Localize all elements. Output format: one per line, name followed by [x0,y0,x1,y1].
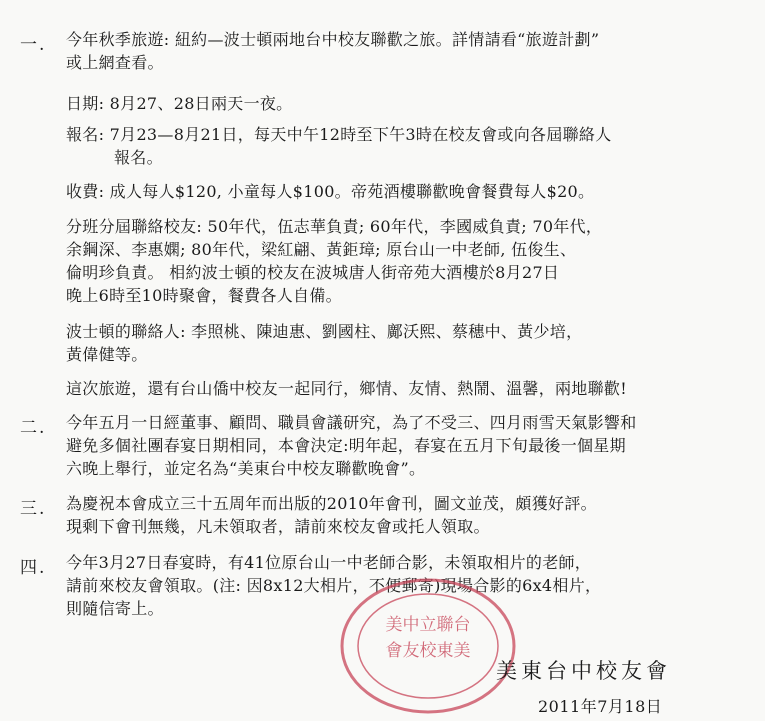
item-number-2: 二. [20,418,47,438]
section-4-text [66,551,601,620]
section-2-line-1: 今年五月一日經董事、顧問、職員會議研究，為了不受三、四月雨雪天氣影響和 [66,413,637,432]
section-3-line-1: 為慶祝本會成立三十五周年而出版的2010年會刊，圖文並茂，頗獲好評。 [66,494,597,513]
fee-text [66,180,594,203]
section-2-line-3: 六晚上舉行，並定名為“美東台中校友聯歡晚會”。 [66,459,426,478]
contacts-line-1: 分班分屆聯絡校友: 50年代，伍志華負責; 60年代，李國威負責; 70年代， [66,217,603,236]
item-number-4: 四. [20,558,47,578]
item-number-3: 三. [20,499,47,519]
section-1-text [66,28,599,74]
section-1-line-2: 或上網查看。 [66,53,164,72]
letter-date: 2011年7月18日 [538,697,663,716]
seal-text-2: 會友校東美 [385,641,471,661]
section-4-line-2: 請前來校友會領取。(注: 因8x12大相片，不便郵寄)現場合影的6x4相片， [66,576,602,595]
section-3-text [66,492,597,538]
boston-contacts-text [66,320,582,366]
section-4-line-3: 則隨信寄上。 [66,599,164,618]
signup-line-2: 報名。 [114,148,163,167]
contacts-text [66,215,602,307]
boston-line-1: 波士頓的聯絡人: 李照桃、陳迪惠、劉國柱、鄺沃熙、蔡穗中、黃少培， [66,322,583,341]
section-4-line-1: 今年3月27日春宴時，有41位原台山一中老師合影，未領取相片的老師， [66,553,592,572]
signup-text [66,123,612,169]
signup-line-1: 報名: 7月23—8月21日，每天中午12時至下午3時在校友會或向各屆聯絡人 [66,125,612,144]
fee-line: 收費: 成人每人$120, 小童每人$100。帝苑酒樓聯歡晚會餐費每人$20。 [66,182,595,201]
contacts-line-4: 晚上6時至10時聚會，餐費各人自備。 [66,286,342,305]
section-2-text [66,411,637,480]
contacts-line-3: 倫明珍負責。 相約波士頓的校友在波城唐人街帝苑大酒樓於8月27日 [66,263,560,282]
signature-organization: 美東台中校友會 [496,659,671,683]
section-3-line-2: 現剩下會刊無幾，凡未領取者，請前來校友會或托人領取。 [66,517,490,536]
trip-note-line: 這次旅遊，還有台山僑中校友一起同行，鄉情、友情、熱鬧、溫馨，兩地聯歡! [66,379,627,398]
item-number-1: 一. [20,35,47,55]
seal-text-1: 美中立聯台 [385,615,471,635]
contacts-line-2: 余鋼深、李惠嫻; 80年代，梁紅翩、黃鉅璋; 原台山一中老師, 伍俊生、 [66,240,577,259]
section-2-line-2: 避免多個社團春宴日期相同，本會決定:明年起，春宴在五月下旬最後一個星期 [66,436,626,455]
section-1-line-1: 今年秋季旅遊: 紐約—波士頓兩地台中校友聯歡之旅。詳情請看“旅遊計劃” [66,30,600,49]
trip-note [66,377,627,400]
trip-dates-line: 日期: 8月27、28日兩天一夜。 [66,94,293,113]
boston-line-2: 黃偉健等。 [66,345,148,364]
trip-dates [66,92,292,115]
